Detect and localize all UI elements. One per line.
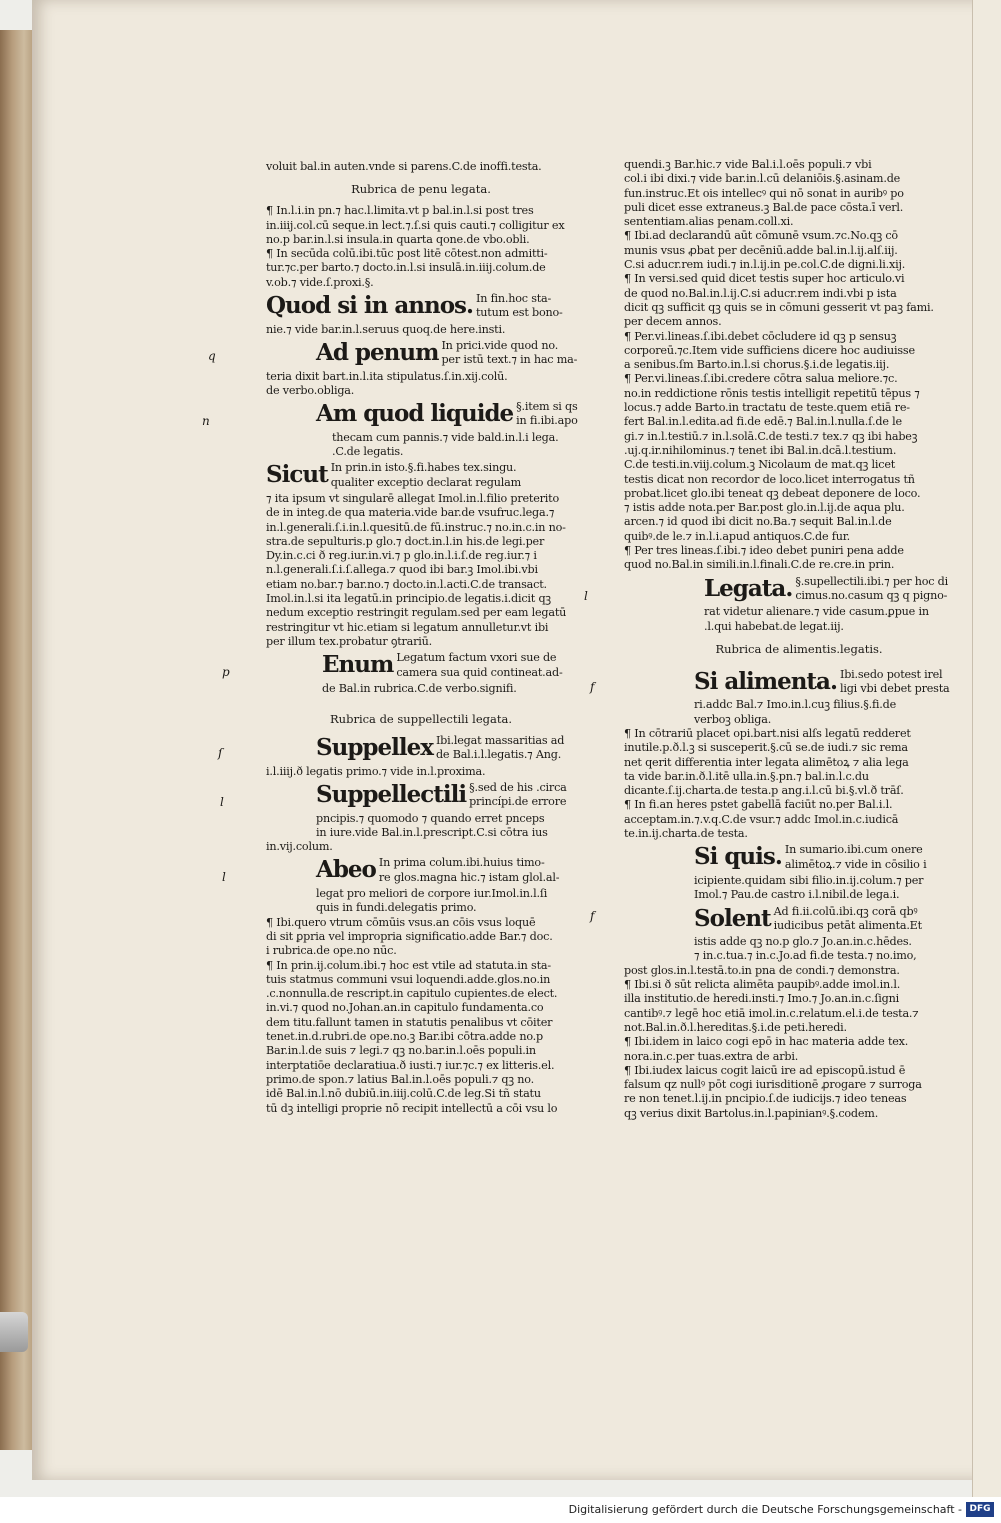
margin-letter: l [584,588,588,603]
text-line: istis adde qꝫ no.p glo.⁊ Jo.an.in.c.hēdes. [694,935,912,949]
text-line: in fi.ibi.apo [516,414,578,428]
text-line: fert Bal.in.l.edita.ad fi.de edē.⁊ Bal.in.l.nulla.ſ.de le [624,415,902,429]
text-line: cantibꝰ.⁊ legē hoc etiā imol.in.c.relatum.el.i.de testa.⁊ [624,1006,919,1020]
text-line: nora.in.c.per tuas.extra de arbi. [624,1049,799,1063]
text-block [624,158,934,573]
text-line: v.ob.⁊ vide.ſ.proxi.§. [266,275,374,289]
funding-notice: Digitalisierung gefördert durch die Deutsche Forschungsgemeinschaft - [568,1503,962,1516]
lemma-entry [590,667,950,697]
text-line: dicante.ſ.ij.charta.de testa.p ang.i.l.cū bi.§.vl.ð trāſ. [624,784,904,798]
text-line: testis dicat non recordor de loco.licet interrogatus tñ [624,472,915,486]
text-line: .uj.q.ir.nihilominus.⁊ tenet ibi Bal.in.dcā.l.testium. [624,443,897,457]
text-line: idē Bal.in.l.nō dubiū.in.iiij.colū.C.de leg.Si tñ statu [266,1087,541,1101]
text-line: ⁊ ita ipsum vt singularē allegat Imol.in.l.filio preterito [266,491,559,505]
text-line: ligi vbi debet presta [839,682,950,696]
lemma-entry [584,574,949,604]
text-line: cimus.no.casum qꝫ q pigno- [795,588,948,602]
text-line: gi.⁊ in.l.testiū.⁊ in.l.solā.C.de testi.⁊ tex.⁊ qꝫ ibi habeꝫ [624,429,918,443]
text-line: C.de testi.in.viij.colum.ꝫ Nicolaum de mat.qꝫ licet [624,458,896,472]
text-line: thecam cum pannis.⁊ vide bald.in.l.i lega. [332,430,559,444]
margin-letter: f [590,679,595,694]
text-line: .c.nonnulla.de rescript.in capitulo cupientes.de elect. [266,987,558,1001]
text-line: ¶ In prin.ij.colum.ibi.⁊ hoc est vtile ad statuta.in sta- [266,958,551,972]
rubric-heading-penu: Rubrica de penu legata. [351,182,491,197]
text-line: inutile.p.ð.l.ꝫ si susceperit.§.cū se.de iudi.⁊ sic rema [624,741,908,755]
text-line: no.in reddictione rōnis testis intelligit repetitū tēpus ⁊ [624,386,920,400]
text-line: per decem annos. [624,315,722,329]
lemma-heading: Si alimenta. [694,667,837,695]
text-line: nie.⁊ vide bar.in.l.seruus quoq.de here.insti. [266,322,506,336]
text-line: re non tenet.l.ij.in pncipio.ſ.de iudicijs.⁊ ideo teneas [624,1092,907,1106]
text-line: post glos.in.l.testā.to.in pna de condi.⁊ demonstra. [624,963,900,977]
lemma-entry [266,292,576,321]
lemma-entry [222,856,576,885]
text-line: sententiam.alias penam.coll.xi. [624,215,794,229]
text-line: pncipis.⁊ quomodo ⁊ quando erret pnceps [316,811,545,825]
margin-letter: l [220,794,224,809]
text-line: stra.de sepulturis.p glo.⁊ doct.in.l.in his.de legi.per [266,534,545,548]
text-line: falsum qz nullꝰ pōt cogi iurisditionē ꝓrogare ⁊ surroga [624,1078,922,1092]
text-line: i rubrica.de ope.no nūc. [266,944,397,958]
text-line: interptatiōe declaratiua.ð iusti.⁊ iur.⁊c.⁊ ex litteris.el. [266,1058,555,1072]
lemma-heading: Solent [694,904,771,932]
text-line: nedum exceptio restringit regulam.sed per eam legatū [266,606,567,620]
text-line: corporeū.⁊c.Item vide sufficiens dicere hoc audiuisse [624,343,915,357]
text-line: ¶ Per.vi.lineas.ſ.ibi.credere cōtra salua meliore.⁊c. [624,372,898,386]
text-line: in.iiij.col.cū seque.in lect.⁊.ſ.si quis cauti.⁊ colligitur ex [266,218,565,232]
text-line: fun.instruc.Et ois intellecꝰ qui nō sonat in auribꝰ po [624,186,904,200]
text-line: alimētoꝝ.⁊ vide in cōsilio i [784,857,927,871]
text-line: quis in fundi.delegatis primo. [316,901,477,915]
margin-letter: q [208,348,216,363]
text-line: ¶ In cōtrariū placet opi.bart.nisi alſs legatū redderet [624,726,911,740]
text-line: ¶ Per.vi.lineas.ſ.ibi.debet cōcludere id qꝫ p sensuꝫ [624,329,897,343]
lemma-entry [624,843,934,872]
text-line: ¶ In secūda colū.ibi.tūc post litē cōtest.non admitti- [266,247,548,261]
text-line: C.si aducr.rem iudi.⁊ in.l.ij.in pe.col.C.de digni.li.xij. [624,258,906,272]
text-line: qꝫ verius dixit Bartolus.in.l.papinianꝰ.§.codem. [624,1106,879,1120]
text-block [266,204,576,290]
text-line: in iure.vide Bal.in.l.prescript.C.si cōtra ius [316,825,548,839]
text-line: arcen.⁊ id quod ibi dicit no.Ba.⁊ sequit Bal.in.l.de [624,515,892,529]
text-line: no.p bar.in.l.si insula.in quarta qone.de vbo.obli. [266,232,530,246]
text-line: primo.de spon.⁊ latius Bal.in.l.oēs populi.⁊ qꝫ no. [266,1072,534,1086]
text-line: dem titu.fallunt tamen in statutis penalibus vt cōiter [266,1015,553,1029]
text-line: illa institutio.de heredi.insti.⁊ Imo.⁊ Jo.an.in.c.ſigni [624,992,900,1006]
text-line: Ibi.sedo potest irel [839,667,943,681]
lemma-heading: Legata. [704,574,793,602]
lemma-heading: Suppellex [316,734,433,762]
text-line: tū dꝫ intelligi proprie nō recipit intellectū a cōi vsu lo [266,1101,558,1115]
text-line: .C.de legatis. [332,445,404,459]
text-line: net qerit differentia inter legata alimētoꝝ ⁊ alia lega [624,755,909,769]
text-line: verboꝫ obliga. [694,712,772,726]
text-line: ⁊ in.c.tua.⁊ in.c.Jo.ad fi.de testa.⁊ no.imo, [694,949,917,963]
text-line: puli dicet esse extraneus.ꝫ Bal.de pace cōsta.ī verl. [624,200,904,214]
lemma-entry [218,734,576,763]
text-line: .l.qui habebat.de legat.iij. [704,619,844,633]
text-line: quibꝰ.de le.⁊ in.l.i.apud antiquos.C.de fur. [624,529,850,543]
text-line: Ad fi.ii.colū.ibi.qꝫ corā qbꝰ [773,904,918,918]
text-block [624,964,934,1121]
text-block [624,727,934,841]
text-line: Bar.in.l.de suis ⁊ legi.⁊ qꝫ no.bar.in.l.oēs populi.in [266,1044,536,1058]
text-line: dicit qꝫ sufficit qꝫ quis se in cōmuni gesserit vt paꝫ fami. [624,300,934,314]
page-clip [0,1312,28,1352]
lemma-heading: Abeo [316,856,376,884]
text-line: In prici.vide quod no. [441,338,559,352]
text-line: princípi.de errore [469,795,567,809]
text-line: ¶ In.l.i.in pn.⁊ hac.l.limita.vt p bal.in.l.si post tres [266,204,534,218]
lemma-entry [222,651,576,680]
text-line: ¶ In fi.an heres pstet gabellā faciūt no.per Bal.i.l. [624,798,893,812]
text-line: Legatum factum vxori sue de [396,651,557,665]
rubric-heading-alimentis: Rubrica de alimentis.legatis. [715,641,883,656]
lemma-heading: Sicut [266,461,328,489]
text-line: locus.⁊ adde Barto.in tractatu de teste.quem etiā re- [624,401,910,415]
facing-page-edge [972,0,1001,1497]
lemma-heading: Enum [322,651,394,679]
text-line: In fin.hoc sta- [476,292,552,306]
text-line: in.l.generali.ſ.i.in.l.quesitū.de fū.instruc.⁊ no.in.c.in no- [266,520,566,534]
footer-bar [0,1497,1000,1523]
text-line: legat pro meliori de corpore iur.Imol.in.l.ſi [316,887,548,901]
text-line: Ibi.legat massaritias ad [435,734,565,748]
text-line: acceptam.in.⁊.v.q.C.de vsur.⁊ addc Imol.in.c.iudicā [624,812,899,826]
text-line: restringitur vt hic.etiam si legatum annulletur.vt ibi [266,620,549,634]
text-line: Imol.⁊ Pau.de castro i.l.nibil.de lega.i. [694,888,900,902]
text-line: qualiter exceptio declarat regulam [330,475,522,489]
text-line: a senibus.ſm Barto.in.l.si chorus.§.i.de legatis.iij. [624,358,890,372]
text-line: munis vsus ꝓbat per decēniū.adde bal.in.l.ij.alſ.iij. [624,243,898,257]
text-line: tutum est bono- [476,306,563,320]
text-line: camera sua quid contineat.ad- [396,665,563,679]
lemma-entry [266,461,576,490]
text-line: in.vi.⁊ quod no.Johan.an.in capitulo fundamenta.co [266,1001,544,1015]
text-line: teria dixit bart.in.l.ita stipulatus.ſ.in.xij.colū. [266,369,508,383]
rubric-heading-suppellectili: Rubrica de suppellectili legata. [330,712,512,727]
text-line: ta vide bar.in.ð.l.itē ulla.in.§.pn.⁊ bal.in.l.c.du [624,769,869,783]
text-line: ¶ Ibi.si ð sūt relicta alimēta paupibꝰ.adde imol.in.l. [624,978,901,992]
text-line: ri.addc Bal.⁊ Imo.in.l.cuꝫ filius.§.fi.de [694,698,897,712]
text-line: de Bal.in rubrica.C.de verbo.signifi. [322,681,517,695]
lemma-heading: Ad penum [316,338,439,366]
text-line: quendi.ꝫ Bar.hic.⁊ vide Bal.i.l.oēs populi.⁊ vbi [624,158,872,171]
lemma-heading: Quod si in annos. [266,292,473,320]
text-line: te.in.ij.charta.de testa. [624,827,748,841]
text-line: tenet.in.d.rubri.de ope.no.ꝫ Bar.ibi cōtra.adde no.p [266,1030,543,1044]
text-line: quod no.Bal.in simili.in.l.finali.C.de re.cre.in prin. [624,558,895,572]
text-line: probat.licet glo.ibi teneat qꝫ debeat deponere de loco. [624,486,921,500]
text-line: etiam no.bar.⁊ bar.no.⁊ docto.in.l.acti.C.de transact. [266,577,547,591]
text-line: re glos.magna hic.⁊ istam glol.al- [378,870,560,884]
text-line: per illum tex.probatur ꝯtrariū. [266,634,433,648]
text-line: ¶ Ibi.ad declarandū aūt cōmunē vsum.⁊c.No.qꝫ cō [624,229,898,243]
text-line: not.Bal.in.ð.l.hereditas.§.i.de peti.heredi. [624,1020,847,1034]
lemma-heading: Am quod liquide [316,400,514,428]
text-line: §.supellectili.ibi.⁊ per hoc di [795,574,949,588]
text-line: In sumario.ibi.cum onere [784,843,923,857]
text-line: Dy.in.c.ci ð reg.iur.in.vi.⁊ p glo.in.l.i.ſ.de reg.iur.⁊ i [266,549,537,563]
text-line: tur.⁊c.per barto.⁊ docto.in.l.si insulā.in.iiij.colum.de [266,261,546,275]
text-line: In prin.in isto.§.fi.habes tex.singu. [330,461,517,475]
text-line: i.l.iiij.ð legatis primo.⁊ vide in.l.proxima. [266,764,486,778]
margin-letter: f [590,908,595,923]
text-line: de verbo.obliga. [266,383,355,397]
lemma-entry [208,338,578,368]
text-line: col.i ibi dixi.⁊ vide bar.in.l.cū delaniōis.§.asinam.de [624,172,901,186]
text-line: de quod no.Bal.in.l.ij.C.si aducr.rem indi.vbi p ista [624,286,897,300]
text-block [266,916,576,1116]
right-text-column [584,158,950,1121]
text-line: in.vij.colum. [266,840,333,854]
text-line: de Bal.i.l.legatis.⁊ Ang. [435,748,562,762]
text-line: Imol.in.l.si ita legatū.in principio.de legatis.i.dicit qꝫ [266,592,551,606]
lemma-entry [220,780,576,810]
left-text-column [202,160,578,1116]
margin-letter: l [222,870,226,885]
text-line: In prima colum.ibi.huius timo- [378,856,545,870]
text-line: tuis statmus communi vsui loquendi.adde.glos.no.in [266,972,551,986]
text-line: ¶ Ibi.quero vtrum cōmūis vsus.an cōis vsus loquē [266,915,536,929]
top-line: voluit bal.in auten.vnde si parens.C.de inoffi.testa. [266,160,542,173]
text-line: §.sed de his .circa [469,780,567,794]
text-line: ⁊ istis adde nota.per Bar.post glo.in.l.ij.de aqua plu. [624,501,905,515]
margin-letter: n [202,414,210,429]
text-line: ¶ In versi.sed quid dicet testis super hoc articulo.vi [624,272,905,286]
lemma-heading: Suppellectili [316,780,467,808]
text-line: de in integ.de qua materia.vide bar.de vsufruc.lega.⁊ [266,506,555,520]
lemma-heading: Si quis. [694,843,782,871]
text-line: ¶ Ibi.iudex laicus cogit laicū ire ad episcopū.istud ē [624,1063,906,1077]
text-line: di sit ꝑpria vel impropria significatio.adde Bar.⁊ doc. [266,929,553,943]
lemma-entry [590,904,934,934]
text-line: rat videtur alienare.⁊ vide casum.ꝑpue in [704,605,929,619]
text-line: per istū text.⁊ in hac ma- [441,353,578,367]
lemma-entry [202,400,578,429]
dfg-logo-icon[interactable]: DFG [966,1502,994,1517]
text-line: icipiente.quidam sibi filio.in.ij.colum.⁊ per [694,873,924,887]
text-line: §.item si qs [516,400,578,414]
text-line: ¶ Per tres lineas.ſ.ibi.⁊ ideo debet puniri pena adde [624,544,904,558]
margin-letter: ſ [218,746,223,761]
margin-letter: p [222,665,230,680]
text-line: iudicibus petāt alimenta.Et [773,918,922,932]
text-line: ¶ Ibi.idem in laico cogi epō in hac materia adde tex. [624,1035,909,1049]
text-line: n.l.generali.ſ.i.ſ.allega.⁊ quod ibi bar.ꝫ Imol.ibi.vbi [266,563,538,577]
